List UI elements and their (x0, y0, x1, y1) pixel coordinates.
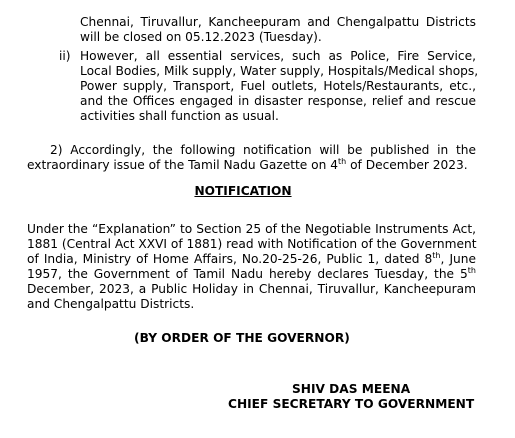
notification-line-4 (27, 267, 476, 282)
clause-ii-line-5: activities shall function as usual. (80, 109, 279, 123)
paragraph-2-line-2-text: extraordinary issue of the Tamil Nadu Gazette on 4 (27, 158, 338, 172)
signatory-name: SHIV DAS MEENA (292, 382, 411, 396)
signatory-designation: CHIEF SECRETARY TO GOVERNMENT (228, 397, 475, 411)
clause-ii-line-4: and the Offices engaged in disaster response, relief and rescue (80, 94, 476, 108)
ordinal-suffix: th (432, 250, 441, 260)
paragraph-2-line-2 (27, 158, 468, 173)
notification-line-3-end: , June (440, 252, 476, 266)
ordinal-suffix: th (337, 156, 347, 166)
clause-ii-marker: ii) (59, 49, 71, 63)
ordinal-suffix: th (467, 265, 476, 275)
notification-line-5: December, 2023, a Public Holiday in Chennai, Tiruvallur, Kancheepuram (27, 282, 476, 296)
notification-line-3 (27, 252, 476, 267)
clause-ii-line-3: Power supply, Transport, Fuel outlets, Hotels/Restaurants, etc., (80, 79, 476, 93)
clause-ii-line-2: Local Bodies, Milk supply, Water supply, Hospitals/Medical shops, (80, 64, 479, 78)
notification-heading: NOTIFICATION (194, 184, 292, 198)
by-order-line: (BY ORDER OF THE GOVERNOR) (134, 331, 350, 345)
closure-text-line-2: will be closed on 05.12.2023 (Tuesday). (80, 30, 322, 44)
notification-line-2: 1881 (Central Act XXVI of 1881) read with Notification of the Government (27, 237, 477, 251)
closure-text-line-1: Chennai, Tiruvallur, Kancheepuram and Chengalpattu Districts (80, 15, 476, 29)
paragraph-2-line-1: 2) Accordingly, the following notification will be published in the (50, 143, 476, 157)
notification-line-6: and Chengalpattu Districts. (27, 297, 195, 311)
notification-line-1: Under the “Explanation” to Section 25 of the Negotiable Instruments Act, (27, 222, 476, 236)
paragraph-2-line-2-end: of December 2023. (346, 158, 468, 172)
notification-line-3-text: of India, Ministry of Home Affairs, No.20-25-26, Public 1, dated 8 (27, 252, 433, 266)
clause-ii-line-1: However, all essential services, such as Police, Fire Service, (80, 49, 476, 63)
notification-line-4-text: 1957, the Government of Tamil Nadu hereby declares Tuesday, the 5 (27, 267, 468, 281)
